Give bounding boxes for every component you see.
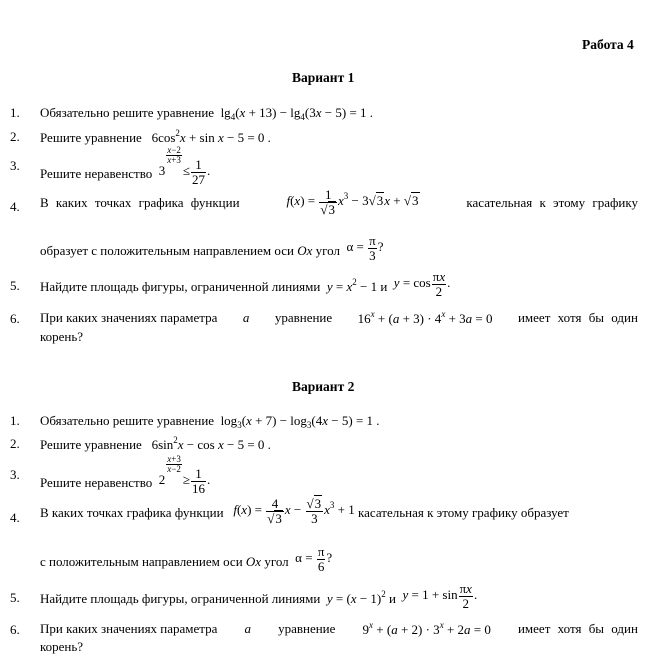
v1-item-4-text-b: касательная к этому графику	[466, 194, 638, 210]
v2-item-5-text: Найдите площадь фигуры, ограниченной линиями	[40, 591, 321, 607]
v1-item-4-angle: α = $\frac{\pi}{3}$ ?	[343, 233, 384, 263]
v1-item-5-text: Найдите площадь фигуры, ограниченной линиями	[40, 279, 321, 295]
v2-item-6-param: a	[244, 621, 251, 636]
v2-item-4-axis: Ox	[245, 554, 262, 570]
v1-item-1	[40, 106, 373, 122]
v1-item-5-conj: и	[380, 279, 388, 295]
v1-item-5	[40, 270, 450, 298]
v1-item-4-text-a: В каких точках графика функции	[40, 194, 240, 210]
v1-item-6-line-2: корень?	[40, 329, 84, 344]
v1-item-3-text: Решите неравенство	[40, 166, 153, 181]
v2-item-6-number: 6.	[10, 622, 20, 637]
v2-item-6-line-2: корень?	[40, 639, 84, 654]
v1-item-4-line-1	[40, 188, 638, 216]
v1-item-6-line-1	[40, 310, 638, 325]
v1-item-2-formula: $6\cos^2x + \sin x - 5 = 0$ .	[145, 128, 271, 145]
v1-item-4-text-d: угол	[315, 243, 340, 259]
v2-item-1-formula: $\log_3(x + 7) - \log_3(4x - 5) = 1$ .	[217, 413, 380, 430]
v1-item-6-number: 6.	[10, 311, 20, 326]
v1-item-1-text: Обязательно решите уравнение	[40, 105, 215, 120]
v1-item-6-text-b: уравнение	[274, 310, 333, 325]
v1-item-6-text-a: При каких значениях параметра	[40, 310, 218, 325]
v1-item-3-number: 3.	[10, 158, 20, 173]
v2-item-1	[40, 414, 380, 430]
v2-item-5-formula-b: y = 1 + sin $\frac{\pi x}{2}$ .	[402, 581, 478, 611]
v1-item-1-number: 1.	[10, 105, 20, 120]
v2-item-1-number: 1.	[10, 413, 20, 428]
v2-item-5-number: 5.	[10, 590, 20, 605]
variant-1-title: Вариант 1	[292, 70, 355, 85]
v2-item-6-text-b: уравнение	[278, 621, 336, 636]
v2-item-3-text: Решите неравенство	[40, 475, 153, 490]
v2-item-2-text: Решите уравнение	[40, 437, 142, 452]
variant-2-title: Вариант 2	[292, 379, 355, 394]
v1-item-2	[40, 129, 271, 144]
v2-item-5	[40, 582, 477, 610]
v2-item-4-text-a: В каких точках графика функции	[40, 505, 224, 521]
v1-item-5-formula-a: $y = x^2 - 1$	[326, 277, 378, 295]
v2-item-1-text: Обязательно решите уравнение	[40, 413, 215, 428]
v1-item-5-number: 5.	[10, 278, 20, 293]
v2-item-6-text-c: имеет хотя бы один	[517, 621, 638, 636]
v1-item-4-number: 4.	[10, 199, 20, 214]
v1-item-4-formula: f(x) = $\frac{1}{√3}$ $x^3 - 3√3x + √3$	[286, 187, 419, 217]
v1-item-2-number: 2.	[10, 129, 20, 144]
v1-item-6-text-c: имеет хотя бы один	[517, 310, 638, 325]
v2-item-5-formula-a: $y = (x - 1)^2$	[326, 589, 386, 607]
v1-item-6-param: a	[242, 310, 250, 325]
v2-item-6-text-a: При каких значениях параметра	[40, 621, 218, 636]
v2-item-4-text-d: угол	[264, 554, 289, 570]
v1-item-6-formula: $16^x + (a + 3) \cdot 4^x + 3a = 0$	[357, 309, 493, 326]
v1-item-5-formula-b: y = cos $\frac{\pi x}{2}$ .	[393, 269, 451, 299]
v2-item-3	[40, 455, 210, 495]
v1-item-4-line-2	[40, 234, 383, 262]
v1-item-4-text-c: образует с положительным направлением оси	[40, 243, 294, 259]
v2-item-4-line-2	[40, 545, 332, 573]
v1-item-3-formula: 3 $\frac{x-2}{x+3}$ ≤ $\frac{1}{27}$ .	[155, 145, 211, 187]
v2-item-2-number: 2.	[10, 436, 20, 451]
v2-item-4-text-b: касательная к этому графику образует	[358, 505, 569, 521]
v1-item-3	[40, 146, 210, 186]
v2-item-4-formula: f(x) = $\frac{4}{√3}$ x − $\frac{√3}{3}$ $x^3 + 1$	[233, 496, 355, 526]
v2-item-4-angle: α = $\frac{\pi}{6}$ ?	[291, 544, 333, 574]
v2-item-2	[40, 436, 271, 451]
v1-item-1-formula: $\lg_4(x + 13) - \lg_4(3x - 5) = 1$ .	[217, 105, 374, 122]
v2-item-4-number: 4.	[10, 510, 20, 525]
work-title: Работа 4	[582, 37, 634, 52]
v2-item-4-text-c: с положительным направлением оси	[40, 554, 243, 570]
v1-item-4-axis: Ox	[297, 243, 313, 259]
v2-item-4-line-1	[40, 497, 569, 525]
v2-item-3-number: 3.	[10, 467, 20, 482]
v2-item-5-conj: и	[388, 591, 396, 607]
v2-item-2-formula: $6\sin^2x - \cos x - 5 = 0$ .	[145, 435, 271, 452]
v2-item-6-line-1	[40, 621, 638, 636]
v1-item-2-text: Решите уравнение	[40, 130, 142, 145]
v2-item-6-formula: $9^x + (a + 2) \cdot 3^x + 2a = 0$	[362, 620, 491, 637]
v2-item-3-formula: 2 $\frac{x+3}{x-2}$ ≥ $\frac{1}{16}$ .	[155, 454, 211, 496]
